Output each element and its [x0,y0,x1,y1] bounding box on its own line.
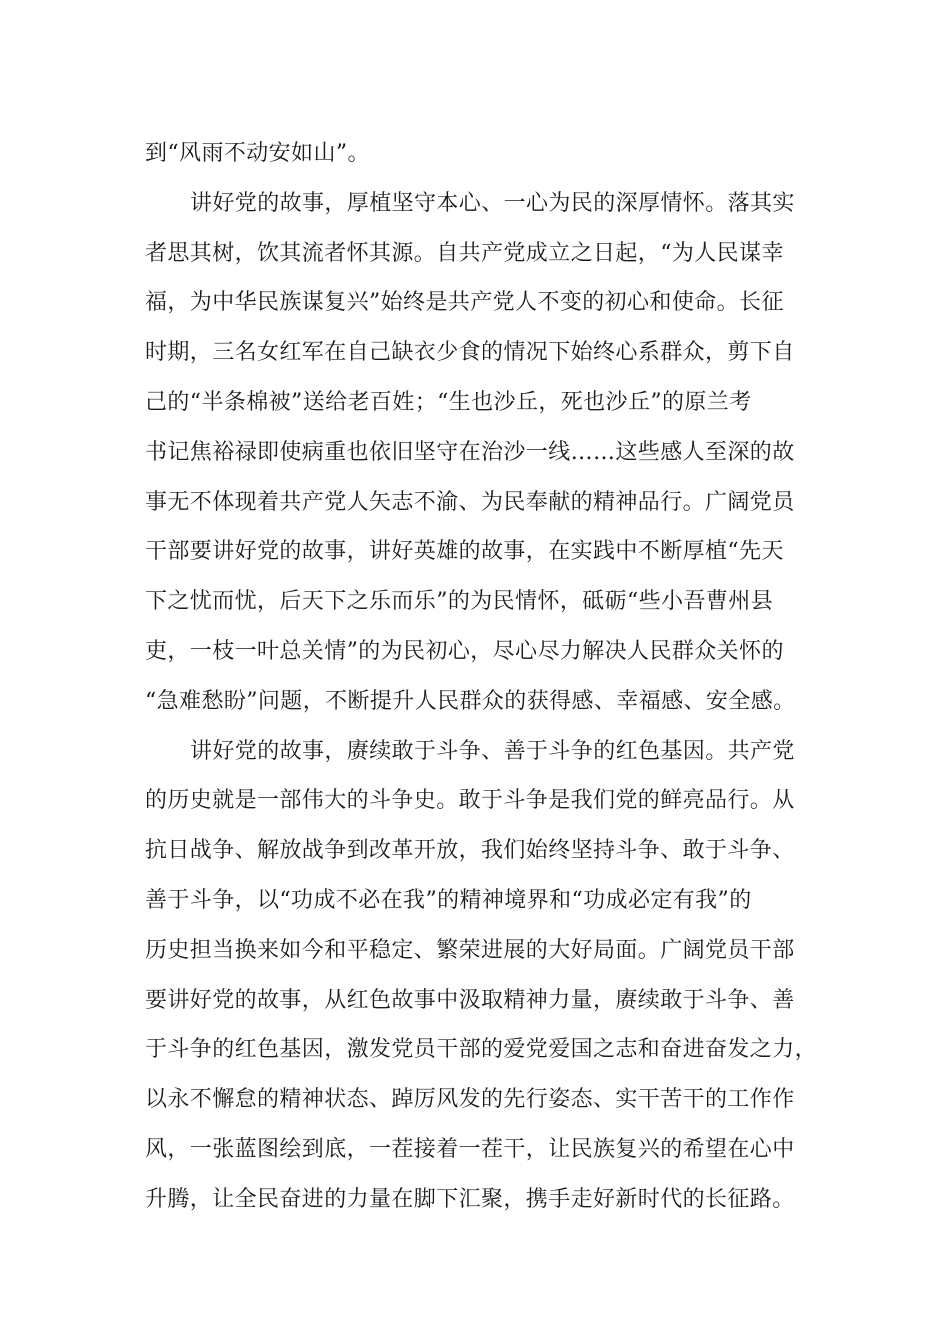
document-body [145,129,818,1225]
text-line: 己的“半条棉被”送给老百姓；“生也沙丘，死也沙丘”的原兰考 [145,389,752,415]
paragraph-2 [145,727,818,1225]
paragraph-1 [145,179,815,727]
text-line: 者思其树，饮其流者怀其源。自共产党成立之日起，“为人民谋幸 [145,240,784,266]
text-line: 抗日战争、解放战争到改革开放，我们始终坚持斗争、敢于斗争、 [145,838,795,864]
text-line: 讲好党的故事，赓续敢于斗争、善于斗争的红色基因。共产党 [190,738,795,764]
text-line: “急难愁盼”问题，不断提升人民群众的获得感、幸福感、安全感。 [145,688,796,714]
text-line: 事无不体现着共产党人矢志不渝、为民奉献的精神品行。广阔党员 [145,489,795,515]
text-line: 要讲好党的故事，从红色故事中汲取精神力量，赓续敢于斗争、善 [145,987,795,1013]
text-line: 下之忧而忧，后天下之乐而乐”的为民情怀，砥砺“些小吾曹州县 [145,589,774,615]
text-line: 历史担当换来如今和平稳定、繁荣进展的大好局面。广阔党员干部 [145,937,795,963]
text-line: 书记焦裕禄即使病重也依旧坚守在治沙一线……这些感人至深的故 [145,439,795,465]
text-line: 的历史就是一部伟大的斗争史。敢于斗争是我们党的鲜亮品行。从 [145,788,795,814]
text-line: 讲好党的故事，厚植坚守本心、一心为民的深厚情怀。落其实 [190,190,795,216]
text-line: 时期，三名女红军在自己缺衣少食的情况下始终心系群众，剪下自 [145,340,795,366]
text-line: 以永不懈怠的精神状态、踔厉风发的先行姿态、实干苦干的工作作 [145,1087,795,1113]
text-line: 风，一张蓝图绘到底，一茬接着一茬干，让民族复兴的希望在心中 [145,1136,795,1162]
text-line: 到“风雨不动安如山”。 [145,141,370,166]
text-line: 干部要讲好党的故事，讲好英雄的故事，在实践中不断厚植“先天 [145,539,784,565]
text-line: 于斗争的红色基因，激发党员干部的爱党爱国之志和奋进奋发之力， [145,1037,818,1063]
text-line: 善于斗争，以“功成不必在我”的精神境界和“功成必定有我”的 [145,887,752,913]
text-line: 福，为中华民族谋复兴”始终是共产党人不变的初心和使命。长征 [145,290,784,316]
text-line: 升腾，让全民奋进的力量在脚下汇聚，携手走好新时代的长征路。 [145,1186,795,1212]
paragraph-continuation [145,129,815,179]
text-line: 吏，一枝一叶总关情”的为民初心，尽心尽力解决人民群众关怀的 [145,638,784,664]
